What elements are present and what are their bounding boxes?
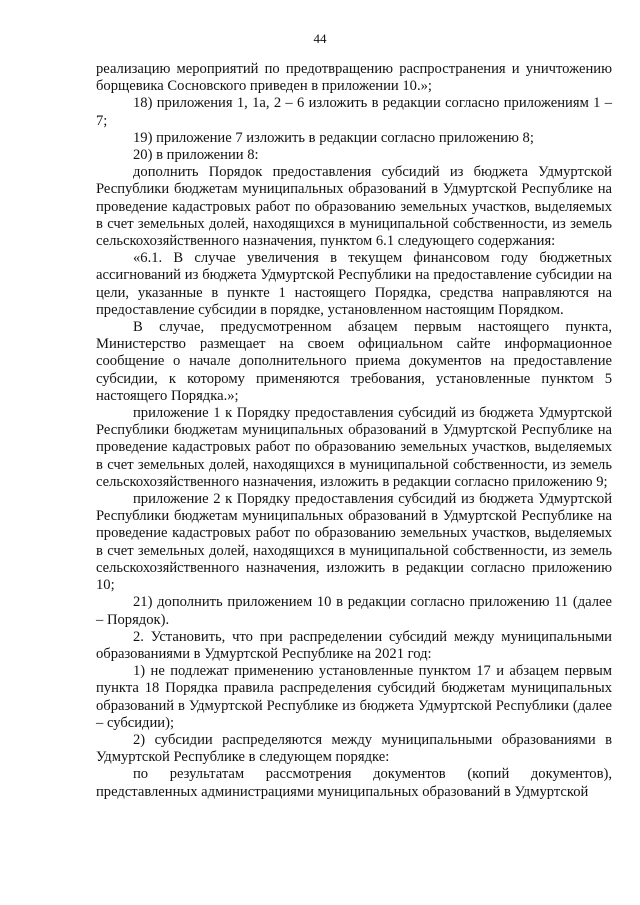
paragraph: 2) субсидии распределяются между муниципальными образованиями в Удмуртской Республике в следующем порядке:: [96, 731, 612, 766]
paragraph: 21) дополнить приложением 10 в редакции согласно приложению 11 (далее – Порядок).: [96, 594, 612, 628]
paragraph: приложение 1 к Порядку предоставления субсидий из бюджета Удмуртской Республики бюджетам муниципальных образований в Удмуртской Республике на проведение кадастровых работ по образованию земельных участков, выделяемых в счет земельных долей, находящихся в муниципальной собственности, из земель сельскохозяйственного назначения, изложить в редакции согласно приложению 9;: [96, 405, 612, 490]
paragraph: 19) приложение 7 изложить в редакции согласно приложению 8;: [133, 129, 534, 146]
paragraph: «6.1. В случае увеличения в текущем финансовом году бюджетных ассигнований из бюджета Удмуртской Республики на предоставление субсидии на цели, указанные в пункте 1 настоящего Порядка, средства направляются на предоставление субсидии в порядке, установленном настоящим Порядком.: [96, 250, 612, 318]
paragraph: дополнить Порядок предоставления субсидий из бюджета Удмуртской Республики бюджетам муниципальных образований в Удмуртской Республике на проведение кадастровых работ по образованию земельных участков, выделяемых в счет земельных долей, находящихся в муниципальной собственности, из земель сельскохозяйственного назначения, пунктом 6.1 следующего содержания:: [96, 164, 612, 250]
paragraph: 1) не подлежат применению установленные пунктом 17 и абзацем первым пункта 18 Порядка правила распределения субсидий бюджетам муниципальных образований в Удмуртской Республике из бюджета Удмуртской Республики (далее – субсидии);: [96, 663, 612, 731]
paragraph: приложение 2 к Порядку предоставления субсидий из бюджета Удмуртской Республики бюджетам муниципальных образований в Удмуртской Республике на проведение кадастровых работ по образованию земельных участков, выделяемых в счет земельных долей, находящихся в муниципальной собственности, из земель сельскохозяйственного назначения, изложить в редакции согласно приложению 10;: [96, 491, 612, 594]
paragraph: 20) в приложении 8:: [133, 147, 259, 164]
page-number: 44: [313, 31, 327, 46]
paragraph: 18) приложения 1, 1а, 2 – 6 изложить в редакции согласно приложениям 1 – 7;: [96, 95, 612, 129]
paragraph: В случае, предусмотренном абзацем первым настоящего пункта, Министерство размещает на своем официальном сайте информационное сообщение о начале дополнительного приема документов на предоставление субсидии, к которому применяются требования, установленные пунктом 5 настоящего Порядка.»;: [96, 319, 612, 404]
document-body: [96, 61, 612, 801]
paragraph: реализацию мероприятий по предотвращению распространения и уничтожению борщевика Сосновского приведен в приложении 10.»;: [96, 61, 612, 95]
paragraph: 2. Установить, что при распределении субсидий между муниципальными образованиями в Удмуртской Республике на 2021 год:: [96, 628, 612, 662]
paragraph: по результатам рассмотрения документов (копий документов), представленных администрациями муниципальных образований в Удмуртской: [96, 766, 612, 800]
